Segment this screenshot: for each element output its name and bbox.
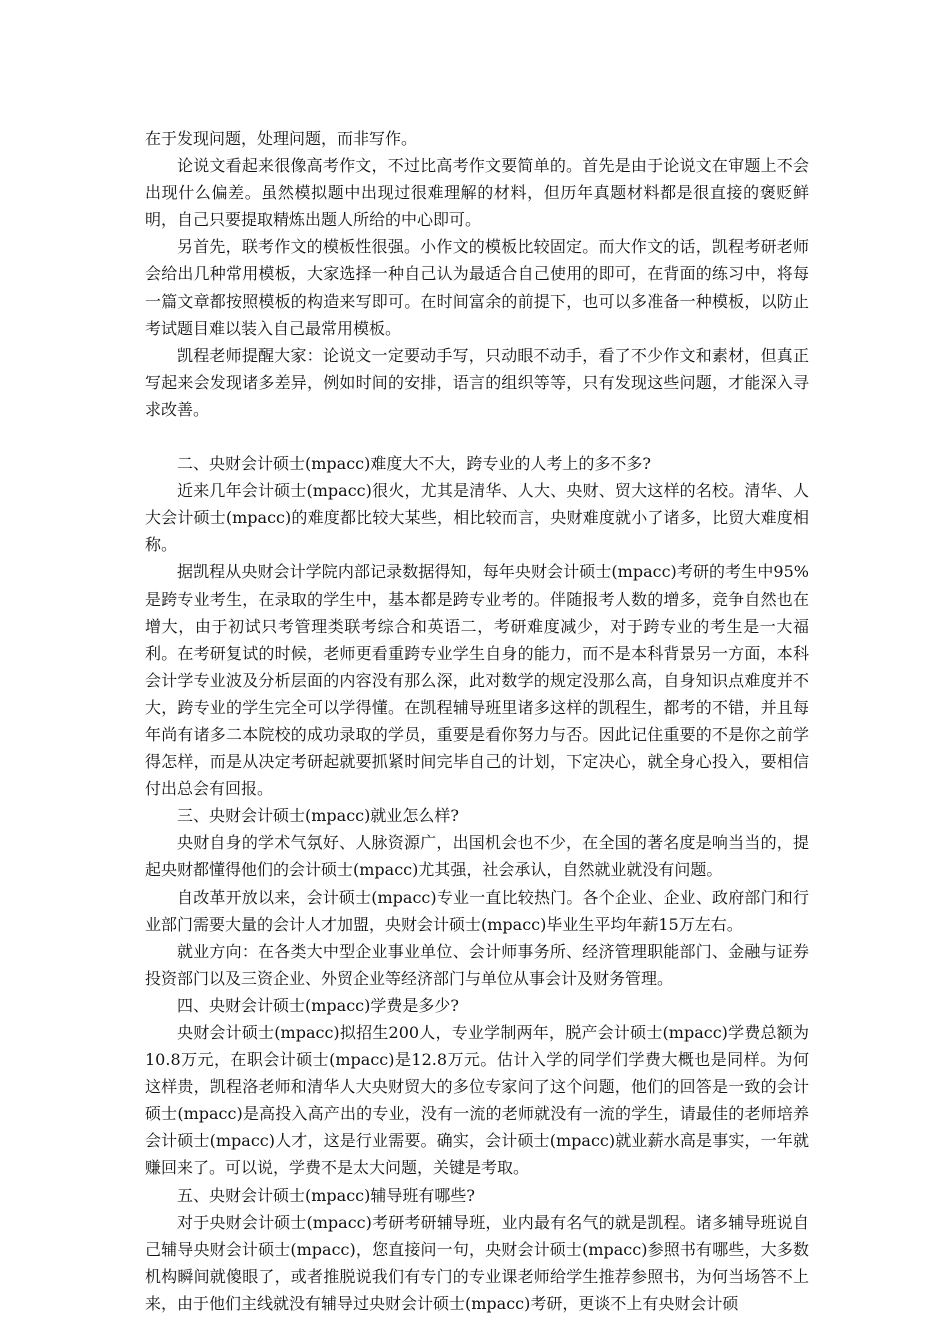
paragraph: 在于发现问题，处理问题，而非写作。 bbox=[145, 129, 418, 148]
paragraph: 央财自身的学术气氛好、人脉资源广，出国机会也不少，在全国的著名度是响当当的，提起央财都懂得他们的会计硕士(mpacc)尤其强，社会承认，自然就业就没有问题。 bbox=[145, 833, 809, 880]
paragraph: 对于央财会计硕士(mpacc)考研考研辅导班，业内最有名气的就是凯程。诸多辅导班说自己辅导央财会计硕士(mpacc)，您直接问一句，央财会计硕士(mpacc)参照书有哪些，大多数机构瞬间就傻眼了，或者推脱说我们有专门的专业课老师给学生推荐参照书，为何当场答不上来，由于他们主线就没有辅导过央财会计硕士(mpacc)考研，更谈不上有央财会计硕 bbox=[145, 1212, 809, 1313]
section-heading: 二、央财会计硕士(mpacc)难度大不大，跨专业的人考上的多不多? bbox=[177, 454, 651, 474]
paragraph: 论说文看起来很像高考作文，不过比高考作文要简单的。首先是由于论说文在审题上不会出现什么偏差。虽然模拟题中出现过很难理解的材料，但历年真题材料都是很直接的褒贬鲜明，自己只要提取精炼出题人所给的中心即可。 bbox=[145, 156, 809, 230]
paragraph: 另首先，联考作文的模板性很强。小作文的模板比较固定。而大作文的话，凯程考研老师会给出几种常用模板，大家选择一种自己认为最适合自己使用的即可，在背面的练习中，将每一篇文章都按照模板的构造来写即可。在时间富余的前提下，也可以多准备一种模板，以防止考试题目难以装入自己最常用模板。 bbox=[145, 237, 809, 338]
section-heading: 四、央财会计硕士(mpacc)学费是多少? bbox=[177, 995, 459, 1015]
paragraph: 近来几年会计硕士(mpacc)很火，尤其是清华、人大、央财、贸大这样的名校。清华、人大会计硕士(mpacc)的难度都比较大某些，相比较而言，央财难度就小了诸多，比贸大难度相称。 bbox=[145, 481, 809, 555]
paragraph: 据凯程从央财会计学院内部记录数据得知，每年央财会计硕士(mpacc)考研的考生中95%是跨专业考生，在录取的学生中，基本都是跨专业考的。伴随报考人数的增多，竞争自然也在增大，由于初试只考管理类联考综合和英语二，考研难度减少，对于跨专业的考生是一大福利。在考研复试的时候，老师更看重跨专业学生自身的能力，而不是本科背景另一方面，本科会计学专业波及分析层面的内容没有那么深，此对数学的规定没那么高，自身知识点难度并不大，跨专业的学生完全可以学得懂。在凯程辅导班里诸多这样的凯程生，都考的不错，并且每年尚有诸多二本院校的成功录取的学员，重要是看你努力与否。因此记住重要的不是你之前学得怎样，而是从决定考研起就要抓紧时间完毕自己的计划，下定决心，就全身心投入，要相信付出总会有回报。 bbox=[145, 562, 809, 799]
paragraph: 凯程老师提醒大家：论说文一定要动手写，只动眼不动手，看了不少作文和素材，但真正写起来会发现诸多差异，例如时间的安排，语言的组织等等，只有发现这些问题，才能深入寻求改善。 bbox=[145, 345, 809, 419]
paragraph: 自改革开放以来，会计硕士(mpacc)专业一直比较热门。各个企业、企业、政府部门和行业部门需要大量的会计人才加盟，央财会计硕士(mpacc)毕业生平均年薪15万左右。 bbox=[145, 887, 809, 934]
paragraph: 央财会计硕士(mpacc)拟招生200人，专业学制两年，脱产会计硕士(mpacc)学费总额为10.8万元，在职会计硕士(mpacc)是12.8万元。估计入学的同学们学费大概也是同样。为何这样贵，凯程洛老师和清华人大央财贸大的多位专家问了这个问题，他们的回答是一致的会计硕士(mpacc)是高投入高产出的专业，没有一流的老师就没有一流的学生，请最佳的老师培养会计硕士(mpacc)人才，这是行业需要。确实，会计硕士(mpacc)就业薪水高是事实，一年就赚回来了。可以说，学费不是太大问题，关键是考取。 bbox=[145, 1023, 809, 1178]
paragraph: 就业方向：在各类大中型企业事业单位、会计师事务所、经济管理职能部门、金融与证券投资部门以及三资企业、外贸企业等经济部门与单位从事会计及财务管理。 bbox=[145, 941, 809, 988]
section-heading: 三、央财会计硕士(mpacc)就业怎么样? bbox=[177, 806, 459, 826]
paragraph-spacer bbox=[145, 423, 809, 450]
section-heading: 五、央财会计硕士(mpacc)辅导班有哪些? bbox=[177, 1185, 475, 1205]
document-body bbox=[145, 125, 809, 1317]
